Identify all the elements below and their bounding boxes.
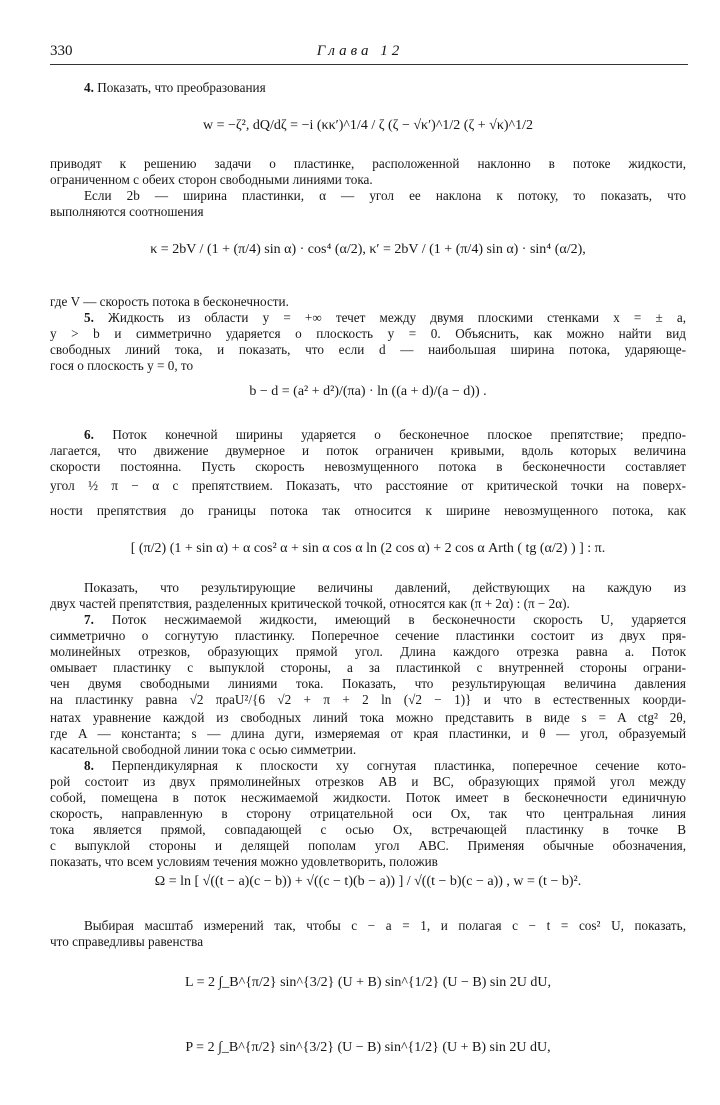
problem-4-formula-kappa: κ = 2bV / (1 + (π/4) sin α) · cos⁴ (α/2), κ′ = 2bV / (1 + (π/4) sin α) · sin⁴ (α/2), [150, 242, 586, 257]
problem-7-line: симметрично о согнутую пластинку. Поперечное сечение пластинки состоит из двух пря- [50, 628, 686, 643]
problem-4-closing: где V — скорость потока в бесконечности. [50, 294, 289, 309]
problem-7-line: на пластинку равна √2 πρaU²/{6 √2 + π + 2 ln (√2 − 1)} и что в естественных коорди- [50, 692, 686, 707]
problem-6-closing: Показать, что результирующие величины давлений, действующих на каждую из [84, 580, 686, 595]
page-number: 330 [50, 43, 73, 59]
problem-7-line: омывает пластинку с выпуклой стороны, а за пластинкой с внутренней стороны ограни- [50, 660, 686, 675]
problem-4-line: ограниченном с обеих сторон свободными линиями тока. [50, 172, 373, 187]
problem-5-formula: b − d = (a² + d²)/(πa) · ln ((a + d)/(a − d)) . [249, 384, 487, 399]
problem-8-line: скорость, направленную в сторону отрицательной оси Ox, так что центральная линия [50, 806, 686, 821]
problem-6-closing: двух частей препятствия, разделенных критической точкой, относятся как (π + 2α) : (π − 2α). [50, 596, 570, 611]
problem-8-line: 8. Перпендикулярная к плоскости xy согнутая пластинка, поперечное сечение кото- [84, 758, 686, 773]
header-rule [50, 64, 688, 65]
problem-6-line: ности препятствия до границы потока так относится к ширине невозмущенного потока, как [50, 503, 686, 518]
problem-8-line: тока является прямой, совпадающей с осью Ox, встречающей пластинку в точке B [50, 822, 686, 837]
problem-8-after: что справедливы равенства [50, 934, 204, 949]
problem-5-line: y > b и симметрично ударяется о плоскость y = 0. Объяснить, как можно найти вид [50, 326, 686, 341]
problem-8-formula-L: L = 2 ∫_B^{π/2} sin^{3/2} (U + B) sin^{1/2} (U − B) sin 2U dU, [185, 975, 551, 990]
problem-6-line: угол ½ π − α с препятствием. Показать, что расстояние от критической точки на поверх- [50, 478, 686, 493]
problem-8-formula-omega: Ω = ln [ √((t − a)(c − b)) + √((c − t)(b − a)) ] / √((t − b)(c − a)) , w = (t − b)². [154, 874, 582, 889]
chapter-title: Глава 12 [316, 43, 404, 59]
problem-4-line: выполняются соотношения [50, 204, 204, 219]
problem-8-line: с выпуклой стороны и делящей пополам угол ABC. Применяя обычные обозначения, [50, 838, 686, 853]
problem-8-number: 8. [84, 758, 94, 773]
problem-8-formula-P: P = 2 ∫_B^{π/2} sin^{3/2} (U − B) sin^{1/2} (U + B) sin 2U dU, [185, 1040, 551, 1055]
problem-8-line: рой состоит из двух прямолинейных отрезков AB и BC, образующих прямой угол между [50, 774, 686, 789]
problem-7-line: натах уравнение каждой из свободных линий тока можно представить в виде s = A ctg² 2θ, [50, 710, 686, 725]
problem-7-line: молинейных отрезков, образующих прямой угол. Длина каждого отрезка равна a. Поток [50, 644, 686, 659]
problem-5-line: 5. Жидкость из области y = +∞ течет между двумя плоскими стенками x = ± a, [84, 310, 686, 325]
problem-7-line: где A — константа; s — длина дуги, измеряемая от края пластинки, и θ — угол, образуемый [50, 726, 686, 741]
problem-7-number: 7. [84, 612, 94, 627]
problem-8-line: собой, помещена в поток несжимаемой жидкости. Поток имеет в бесконечности единичную [50, 790, 686, 805]
problem-5-number: 5. [84, 310, 94, 325]
problem-7-line: касательной свободной линии тока с осью симметрии. [50, 742, 357, 757]
problem-6-line: 6. Поток конечной ширины ударяется о бесконечное плоское препятствие; предпо- [84, 427, 687, 442]
problem-6-formula: [ (π/2) (1 + sin α) + α cos² α + sin α cos α ln (2 cos α) + 2 cos α Arth ( tg (α/2) ) ] : π. [130, 541, 606, 556]
problem-4-intro: 4. Показать, что преобразования [84, 80, 266, 95]
problem-4-number: 4. [84, 80, 94, 95]
problem-6-line: скорости постоянна. Пусть скорость невозмущенного потока в бесконечности составляет [50, 459, 686, 474]
problem-8-after: Выбирая масштаб измерений так, чтобы c − a = 1, и полагая c − t = cos² U, показать, [84, 918, 686, 933]
problem-4-line: Если 2b — ширина пластинки, α — угол ее наклона к потоку, то показать, что [84, 188, 686, 203]
problem-5-line: свободных линий тока, и показать, что если d — наибольшая ширина потока, ударяюще- [50, 342, 686, 357]
problem-5-line: гося о плоскость y = 0, то [50, 358, 194, 373]
problem-4-line: приводят к решению задачи о пластинке, расположенной наклонно в потоке жидкости, [50, 156, 686, 171]
problem-7-line: 7. Поток несжимаемой жидкости, имеющий в бесконечности скорость U, ударяется [84, 612, 687, 627]
problem-4-formula-transform: w = −ζ², dQ/dζ = −i (κκ′)^1/4 / ζ (ζ − √κ′)^1/2 (ζ + √κ)^1/2 [202, 118, 533, 133]
problem-6-number: 6. [84, 427, 94, 442]
problem-7-line: чен двумя свободными линиями тока. Показать, что результирующая величина давления [50, 676, 686, 691]
problem-6-line: лагается, что движение двумерное и поток ограничен кривыми, вдоль которых величина [50, 443, 686, 458]
problem-8-line: показать, что всем условиям течения можно удовлетворить, положив [50, 854, 438, 869]
